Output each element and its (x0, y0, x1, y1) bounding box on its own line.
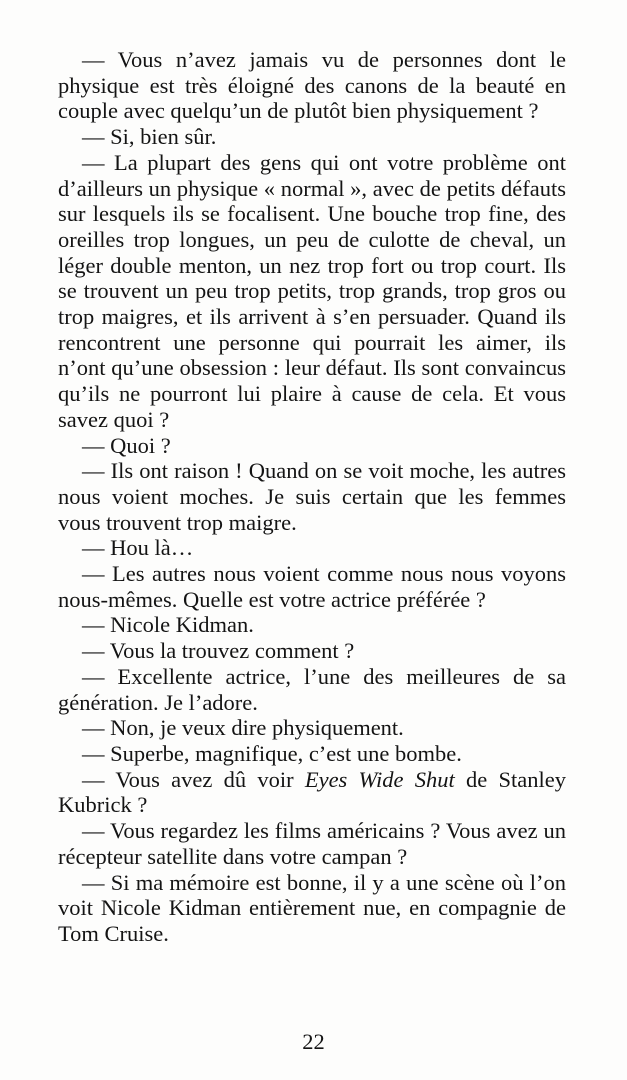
dialogue-paragraph (58, 124, 566, 150)
dialogue-paragraph (58, 664, 566, 715)
dialogue-paragraph (58, 767, 566, 818)
paragraph-text: — Hou là… (82, 535, 194, 561)
dialogue-paragraph (58, 870, 566, 947)
paragraph-text: — Nicole Kidman. (82, 612, 254, 638)
dialogue-paragraph (58, 715, 566, 741)
dialogue-paragraph (58, 638, 566, 664)
paragraph-text: — Ils ont raison ! Quand on se voit moche, les autres nous voient moches. Je suis certain que les femmes vous trouvent trop maigre. (58, 458, 566, 535)
paragraph-text: — Quoi ? (82, 432, 171, 458)
paragraph-text: de Stanley Kubrick ? (58, 766, 566, 818)
paragraph-text: — Excellente actrice, l’une des meilleures de sa génération. Je l’adore. (58, 663, 566, 715)
paragraph-text: — Si ma mémoire est bonne, il y a une scène où l’on voit Nicole Kidman entièrement nue, en compagnie de Tom Cruise. (58, 869, 566, 946)
paragraph-text: — Non, je veux dire physiquement. (82, 715, 404, 741)
paragraph-text: — Vous avez dû voir (82, 766, 305, 792)
dialogue-paragraph (58, 433, 566, 459)
dialogue-paragraph (58, 561, 566, 612)
paragraph-text: — Superbe, magnifique, c’est une bombe. (82, 740, 462, 766)
paragraph-text: — Vous regardez les films américains ? Vous avez un récepteur satellite dans votre campan ? (58, 818, 566, 869)
dialogue-paragraph (58, 612, 566, 638)
dialogue-paragraph (58, 150, 566, 433)
paragraph-text: — Vous la trouvez comment ? (82, 638, 355, 664)
page-number: 22 (302, 1029, 325, 1054)
paragraph-text: — Si, bien sûr. (82, 124, 217, 150)
body-text (58, 47, 566, 947)
paragraph-text: — La plupart des gens qui ont votre problème ont d’ailleurs un physique « normal », avec de petits défauts sur lesquels ils se focalisent. Une bouche trop fine, des oreilles trop longues, un peu de culotte de cheval, un léger double menton, un nez trop fort ou trop court. Ils se trouvent un peu trop petits, trop grands, trop gros ou trop maigres, et ils arrivent à s’en persuader. Quand ils rencontrent une personne qui pourrait les aimer, ils n’ont qu’une obsession : leur défaut. Ils sont convaincus qu’ils ne pourront lui plaire à cause de cela. Et vous savez quoi ? (58, 149, 566, 432)
paragraph-text: — Vous n’avez jamais vu de personnes dont le physique est très éloigné des canons de la beauté en couple avec quelqu’un de plutôt bien physiquement ? (58, 47, 566, 124)
dialogue-paragraph (58, 741, 566, 767)
film-title: Eyes Wide Shut (304, 766, 455, 792)
paragraph-text: — Les autres nous voient comme nous nous voyons nous-mêmes. Quelle est votre actrice préférée ? (58, 561, 566, 612)
dialogue-paragraph (58, 535, 566, 561)
dialogue-paragraph (58, 47, 566, 124)
dialogue-paragraph (58, 458, 566, 535)
dialogue-paragraph (58, 818, 566, 869)
